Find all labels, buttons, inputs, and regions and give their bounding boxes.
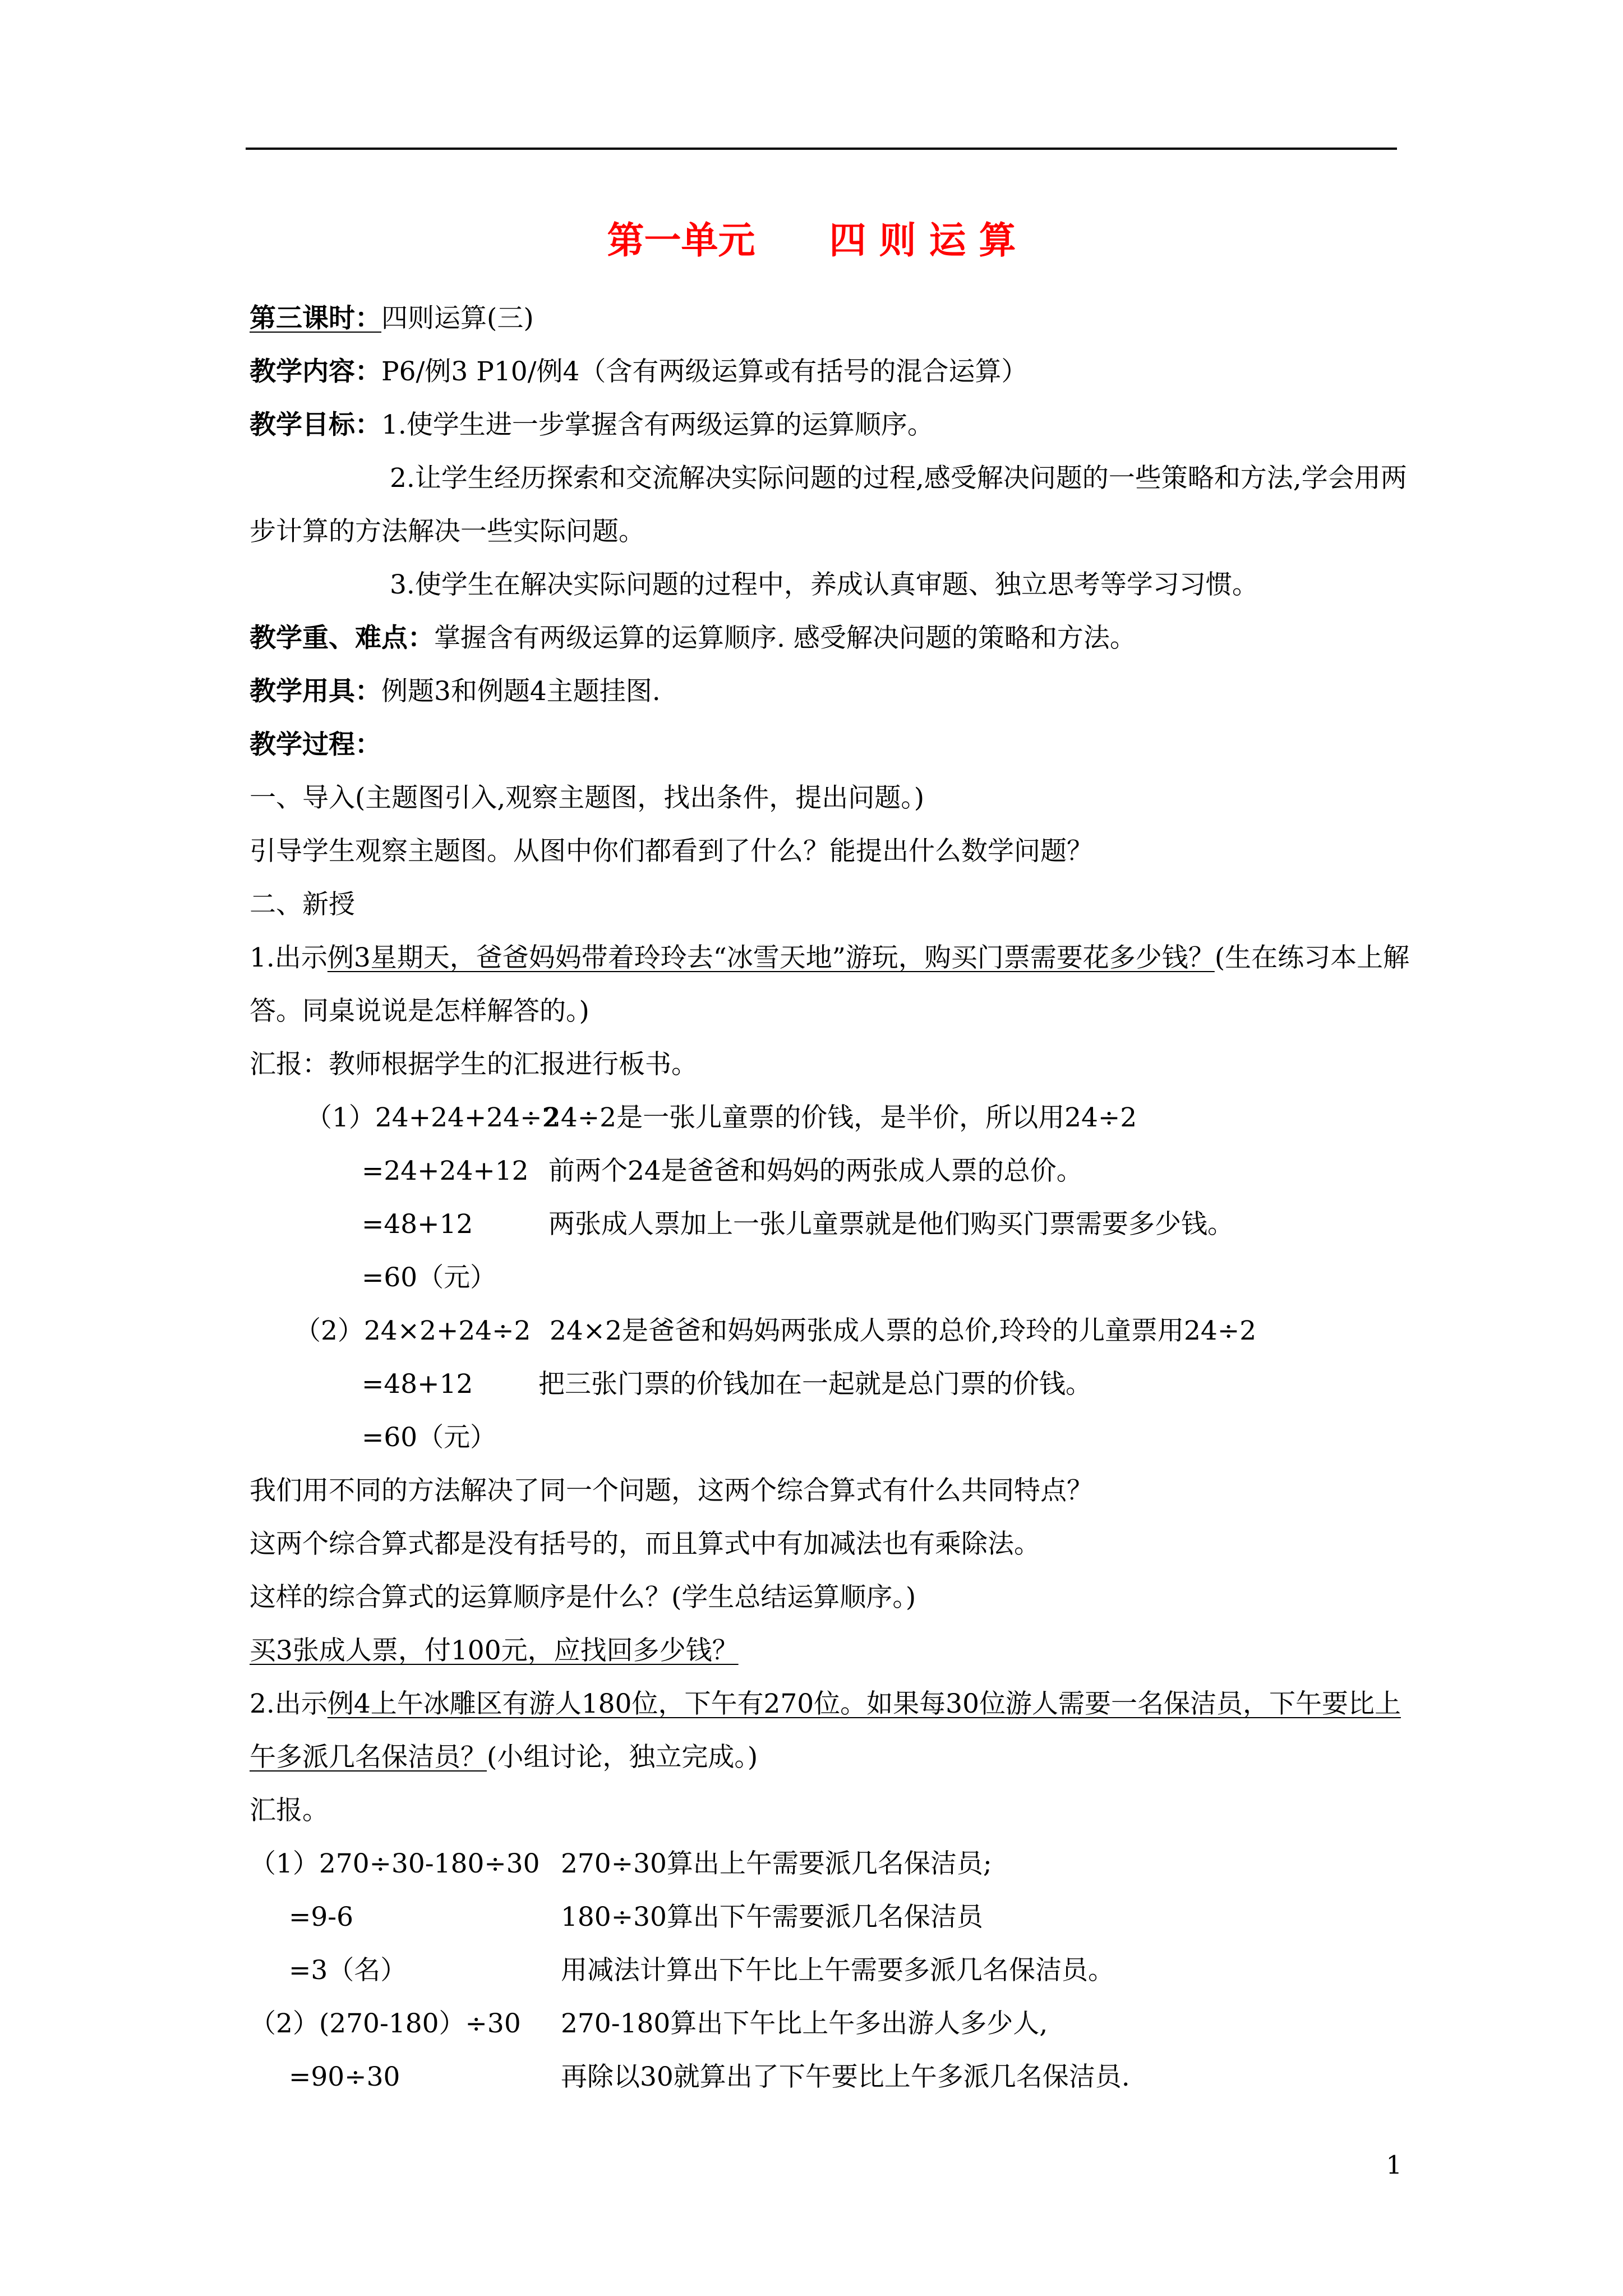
header-rule <box>246 148 1397 150</box>
content-line <box>250 345 1416 398</box>
calc-note: 把三张门票的价钱加在一起就是总门票的价钱。 <box>538 1369 1092 1400</box>
calc-note: 两张成人票加上一张儿童票就是他们购买门票需要多少钱。 <box>548 1209 1234 1240</box>
example-4-para <box>250 1677 1416 1784</box>
page-number: 1 <box>1386 2150 1402 2180</box>
calc-expr: =24+24+12 <box>362 1156 529 1186</box>
ex3-q2: 这两个综合算式都是没有括号的，而且算式中有加减法也有乘除法。 <box>250 1529 1040 1559</box>
ex4-method1-row <box>250 1837 1416 1890</box>
ex4-method1-row <box>250 1944 1416 1997</box>
example-3-para <box>250 931 1416 1038</box>
lesson-label: 第三课时： <box>250 303 381 334</box>
tools-label: 教学用具： <box>250 676 381 707</box>
ex3-report: 汇报：教师根据学生的汇报进行板书。 <box>250 1049 698 1080</box>
goal-3-line <box>250 558 1416 611</box>
process-label: 教学过程： <box>250 729 381 760</box>
ex4-question: 例4上午冰雕区有游人180位，下午有270位。如果每30位游人需要一名保洁员，下午要比上午多派几名保洁员？ <box>250 1688 1401 1773</box>
calc-expr: （2）(270-180）÷30 <box>250 2008 521 2039</box>
ex3-method1-row <box>250 1251 1416 1304</box>
sec1-text: 引导学生观察主题图。从图中你们都看到了什么？能提出什么数学问题？ <box>250 836 1093 867</box>
ex3-question: 例3星期天，爸爸妈妈带着玲玲去“冰雪天地”游玩，购买门票需要花多少钱？ <box>327 942 1215 973</box>
tools-line <box>250 665 1416 718</box>
content-value: P6/例3 P10/例4（含有两级运算或有括号的混合运算） <box>381 356 1028 387</box>
ex3-method2-row <box>250 1304 1416 1358</box>
calc-expr: =48+12 <box>362 1369 473 1400</box>
calc-expr: （1）270÷30-180÷30 <box>250 1848 540 1879</box>
goal-2-para <box>250 452 1416 558</box>
page-title: 第一单元 四 则 运 算 <box>607 218 1016 262</box>
calc-note: 24÷2是一张儿童票的价钱，是半价，所以用24÷2 <box>544 1102 1137 1133</box>
goals-line <box>250 398 1416 452</box>
keypoints-line <box>250 611 1416 665</box>
ex3-suffix: (生在练习本上解答。同桌说说是怎样解答的。) <box>250 942 1410 1027</box>
calc-expr: =48+12 <box>362 1209 473 1240</box>
tools-value: 例题3和例题4主题挂图. <box>381 676 661 707</box>
ex3-q4: 买3张成人票，付100元，应找回多少钱？ <box>250 1635 739 1666</box>
calc-expr: =3（名） <box>289 1955 407 1986</box>
calc-note: 前两个24是爸爸和妈妈的两张成人票的总价。 <box>548 1156 1083 1186</box>
content-label: 教学内容： <box>250 356 381 387</box>
ex4-report: 汇报。 <box>250 1795 329 1826</box>
goal-2: 2.让学生经历探索和交流解决实际问题的过程,感受解决问题的一些策略和方法,学会用两步计算的方法解决一些实际问题。 <box>250 463 1407 547</box>
ex3-q1: 我们用不同的方法解决了同一个问题，这两个综合算式有什么共同特点？ <box>250 1475 1093 1506</box>
ex4-method2-row <box>250 2050 1416 2104</box>
calc-expr: =90÷30 <box>289 2062 400 2092</box>
ex3-method1-row <box>250 1144 1416 1198</box>
ex3-method1-row <box>250 1091 1416 1144</box>
calc-note: 270÷30算出上午需要派几名保洁员; <box>561 1848 992 1879</box>
ex3-q3: 这样的综合算式的运算顺序是什么？(学生总结运算顺序。) <box>250 1582 916 1613</box>
calc-expr: =9-6 <box>289 1902 354 1932</box>
lesson-content <box>250 292 1416 2104</box>
ex4-prefix: 2.出示 <box>250 1688 328 1719</box>
lesson-value: 四则运算(三) <box>381 303 534 334</box>
calc-note: 270-180算出下午比上午多出游人多少人, <box>561 2008 1048 2039</box>
ex4-method1-row <box>250 1890 1416 1944</box>
calc-note: 24×2是爸爸和妈妈两张成人票的总价,玲玲的儿童票用24÷2 <box>550 1315 1257 1346</box>
ex3-method2-row <box>250 1358 1416 1411</box>
calc-expr: （2）24×2+24÷2 <box>294 1315 531 1346</box>
calc-expr: =60（元） <box>362 1262 497 1293</box>
ex3-method1-row <box>250 1198 1416 1251</box>
lesson-line <box>250 292 1416 345</box>
calc-note: 再除以30就算出了下午要比上午多派几名保洁员. <box>561 2062 1130 2092</box>
goals-label: 教学目标： <box>250 409 381 440</box>
calc-expr: =60（元） <box>362 1422 497 1453</box>
calc-expr: （1）24+24+24÷2 <box>306 1102 559 1133</box>
goal-1: 1.使学生进一步掌握含有两级运算的运算顺序。 <box>381 409 934 440</box>
calc-note: 用减法计算出下午比上午需要多派几名保洁员。 <box>561 1955 1114 1986</box>
sec1-heading: 一、导入(主题图引入,观察主题图，找出条件，提出问题。) <box>250 783 925 813</box>
ex3-prefix: 1.出示 <box>250 942 328 973</box>
keypoints-value: 掌握含有两级运算的运算顺序. 感受解决问题的策略和方法。 <box>434 623 1136 654</box>
sec2-heading: 二、新授 <box>250 889 355 920</box>
ex4-suffix: (小组讨论，独立完成。) <box>487 1742 758 1773</box>
ex3-method2-row <box>250 1411 1416 1464</box>
calc-note: 180÷30算出下午需要派几名保洁员 <box>561 1902 983 1932</box>
ex4-method2-row <box>250 1997 1416 2050</box>
goal-3: 3.使学生在解决实际问题的过程中，养成认真审题、独立思考等学习习惯。 <box>390 569 1258 600</box>
keypoints-label: 教学重、难点： <box>250 623 434 654</box>
